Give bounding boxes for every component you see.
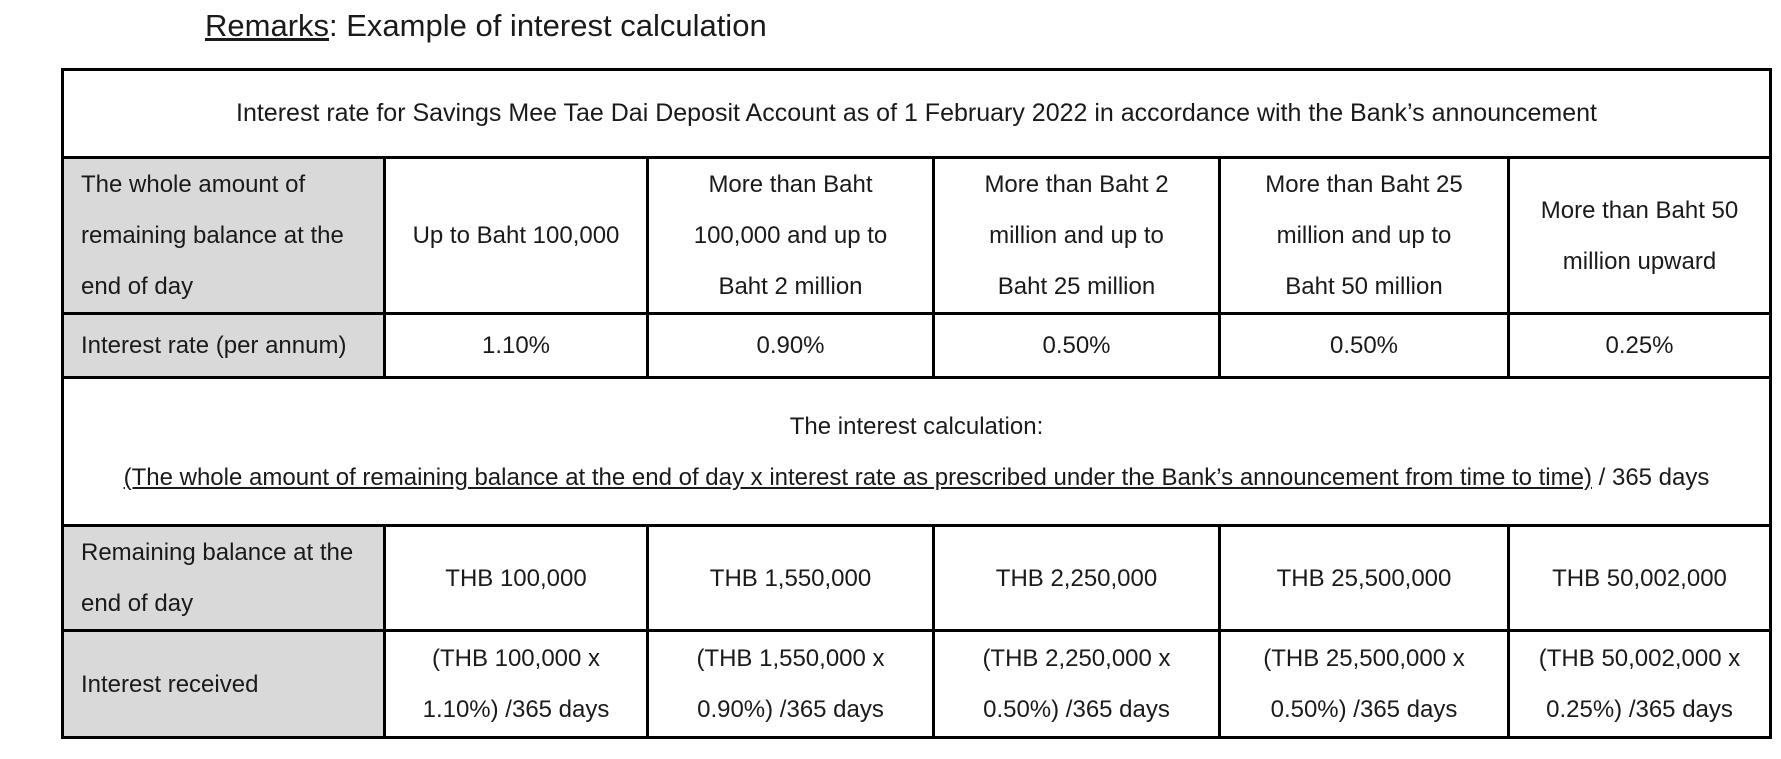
balance-cell: THB 50,002,000 xyxy=(1509,526,1771,631)
balance-cell: THB 25,500,000 xyxy=(1220,526,1509,631)
rate-cell: 0.90% xyxy=(648,314,934,378)
rate-cell: 0.50% xyxy=(934,314,1220,378)
interest-cell: (THB 1,550,000 x 0.90%) /365 days xyxy=(648,631,934,738)
balance-cell: THB 100,000 xyxy=(385,526,648,631)
tier-cell: More than Baht 2 million and up to Baht 25 million xyxy=(934,158,1220,314)
balance-cell: THB 1,550,000 xyxy=(648,526,934,631)
tier-header: The whole amount of remaining balance at the end of day xyxy=(63,158,385,314)
rate-row xyxy=(63,314,1771,378)
balance-row xyxy=(63,526,1771,631)
tier-cell: Up to Baht 100,000 xyxy=(385,158,648,314)
tier-cell: More than Baht 50 million upward xyxy=(1509,158,1771,314)
interest-cell: (THB 50,002,000 x 0.25%) /365 days xyxy=(1509,631,1771,738)
remarks-heading xyxy=(205,4,767,48)
remarks-label: Remarks xyxy=(205,8,330,43)
calculation-title: The interest calculation: xyxy=(789,412,1044,440)
rate-cell: 0.25% xyxy=(1509,314,1771,378)
rate-header: Interest rate (per annum) xyxy=(63,314,385,378)
remarks-text: : Example of interest calculation xyxy=(329,8,767,43)
balance-header: Remaining balance at the end of day xyxy=(63,526,385,631)
interest-cell: (THB 100,000 x 1.10%) /365 days xyxy=(385,631,648,738)
tier-cell: More than Baht 100,000 and up to Baht 2 million xyxy=(648,158,934,314)
interest-header: Interest received xyxy=(63,631,385,738)
calculation-formula: (The whole amount of remaining balance at the end of day x interest rate as prescribed under the Bank’s announcement from time to time) xyxy=(123,463,1592,491)
interest-cell: (THB 2,250,000 x 0.50%) /365 days xyxy=(934,631,1220,738)
table-title-row xyxy=(63,70,1771,158)
balance-cell: THB 2,250,000 xyxy=(934,526,1220,631)
calculation-formula-line xyxy=(64,452,1769,503)
tier-row xyxy=(63,158,1771,314)
calculation-row xyxy=(63,378,1771,526)
calculation-formula-suffix: / 365 days xyxy=(1591,463,1710,491)
interest-rate-table xyxy=(61,68,1772,739)
tier-cell: More than Baht 25 million and up to Baht 50 million xyxy=(1220,158,1509,314)
table-title: Interest rate for Savings Mee Tae Dai Deposit Account as of 1 February 2022 in accordance with the Bank’s announcement xyxy=(63,70,1771,158)
rate-cell: 1.10% xyxy=(385,314,648,378)
calculation-cell xyxy=(63,378,1771,526)
interest-cell: (THB 25,500,000 x 0.50%) /365 days xyxy=(1220,631,1509,738)
rate-cell: 0.50% xyxy=(1220,314,1509,378)
interest-row xyxy=(63,631,1771,738)
